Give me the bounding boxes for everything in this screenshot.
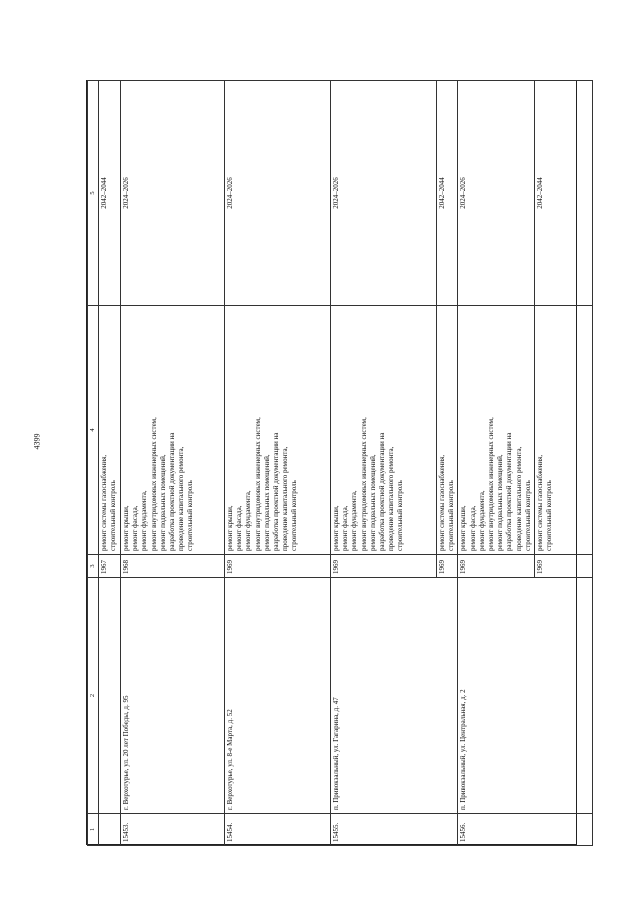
works-cell [121, 306, 225, 555]
work-item: ремонт фасада, [235, 505, 244, 551]
work-item: ремонт фасада, [468, 505, 477, 551]
address-cell: п. Привокзальный, ул. Центральная, д. 2 [458, 578, 593, 814]
work-item: строительный контроль [447, 480, 456, 551]
work-item: ремонт фасада, [131, 505, 140, 551]
works-cell [99, 306, 121, 555]
work-item: ремонт подвальных помещений, [158, 454, 167, 551]
year-cell: 1969 [225, 555, 331, 578]
work-item: проведение капитального ремонта, [281, 446, 290, 551]
work-item: строительный контроль [523, 480, 532, 551]
period-cell: 2042–2044 [99, 81, 121, 306]
address-cell: п. Привокзальный, ул. Гагарина, д. 47 [331, 578, 458, 814]
period-cell: 2042–2044 [437, 81, 458, 306]
address-cell [99, 578, 121, 814]
work-item: ремонт фундамента, [244, 490, 253, 551]
work-item: строительный контроль [545, 480, 554, 551]
work-item: строительный контроль [396, 480, 405, 551]
work-item: ремонт системы газоснабжения, [536, 454, 545, 551]
works-cell [225, 306, 331, 555]
work-item: строительный контроль [290, 480, 299, 551]
work-item: разработка проектной документации на [168, 432, 177, 551]
work-item: ремонт системы газоснабжения, [438, 454, 446, 551]
period-cell: 2024–2026 [225, 81, 331, 306]
row-number: 15455. [331, 814, 458, 846]
work-item: ремонт внутридомовых инженерных систем, [149, 417, 158, 551]
work-item: проведение капитального ремонта, [514, 446, 523, 551]
work-item: разработка проектной документации на [272, 432, 281, 551]
year-cell: 1968 [121, 555, 225, 578]
year-cell: 1969 [331, 555, 437, 578]
capital-repair-table [87, 80, 593, 846]
work-item: ремонт внутридомовых инженерных систем, [487, 417, 496, 551]
header-row [88, 81, 99, 846]
works-cell [331, 306, 437, 555]
works-cell [458, 306, 535, 555]
table-row [99, 81, 121, 846]
work-item: ремонт крыши, [226, 505, 234, 551]
work-item: ремонт фундамента, [350, 490, 359, 551]
col-header-5: 5 [88, 81, 99, 306]
work-item: разработка проектной документации на [505, 432, 514, 551]
year-cell: 1969 [535, 555, 593, 578]
row-number: 15456. [458, 814, 593, 846]
col-header-2: 2 [88, 578, 99, 814]
row-number: 15453. [121, 814, 225, 846]
col-header-1: 1 [88, 814, 99, 846]
table-frame [86, 80, 577, 845]
work-item: ремонт крыши, [122, 505, 130, 551]
period-cell: 2042–2044 [535, 81, 593, 306]
work-item: строительный контроль [109, 480, 118, 551]
work-item: строительный контроль [186, 480, 195, 551]
work-item: ремонт фундамента, [140, 490, 149, 551]
table-row [331, 81, 437, 846]
work-item: ремонт фундамента, [477, 490, 486, 551]
work-item: проведение капитального ремонта, [177, 446, 186, 551]
year-cell: 1969 [437, 555, 458, 578]
col-header-3: 3 [88, 555, 99, 578]
work-item: проведение капитального ремонта, [387, 446, 396, 551]
period-cell: 2024–2026 [331, 81, 437, 306]
work-item: ремонт внутридомовых инженерных систем, [253, 417, 262, 551]
address-cell: г. Верхотурье, ул. 20 лет Победы, д. 95 [121, 578, 225, 814]
period-cell: 2024–2026 [458, 81, 535, 306]
page-number: 4399 [32, 433, 42, 450]
work-item: ремонт внутридомовых инженерных систем, [359, 417, 368, 551]
work-item: ремонт подвальных помещений, [496, 454, 505, 551]
row-number: 15454. [225, 814, 331, 846]
col-header-4: 4 [88, 306, 99, 555]
row-number [99, 814, 121, 846]
table-row [225, 81, 331, 846]
works-cell [535, 306, 593, 555]
work-item: ремонт фасада, [341, 505, 350, 551]
table-row [121, 81, 225, 846]
work-item: ремонт крыши, [459, 505, 468, 551]
work-item: ремонт системы газоснабжения, [100, 454, 108, 551]
rotated-table-container [87, 81, 578, 846]
table-row [458, 81, 535, 846]
work-item: ремонт крыши, [332, 505, 340, 551]
period-cell: 2024–2026 [121, 81, 225, 306]
work-item: разработка проектной документации на [378, 432, 387, 551]
year-cell: 1967 [99, 555, 121, 578]
work-item: ремонт подвальных помещений, [262, 454, 271, 551]
address-cell: г. Верхотурье, ул. 8-е Марта, д. 52 [225, 578, 331, 814]
work-item: ремонт подвальных помещений, [368, 454, 377, 551]
year-cell: 1969 [458, 555, 535, 578]
works-cell [437, 306, 458, 555]
